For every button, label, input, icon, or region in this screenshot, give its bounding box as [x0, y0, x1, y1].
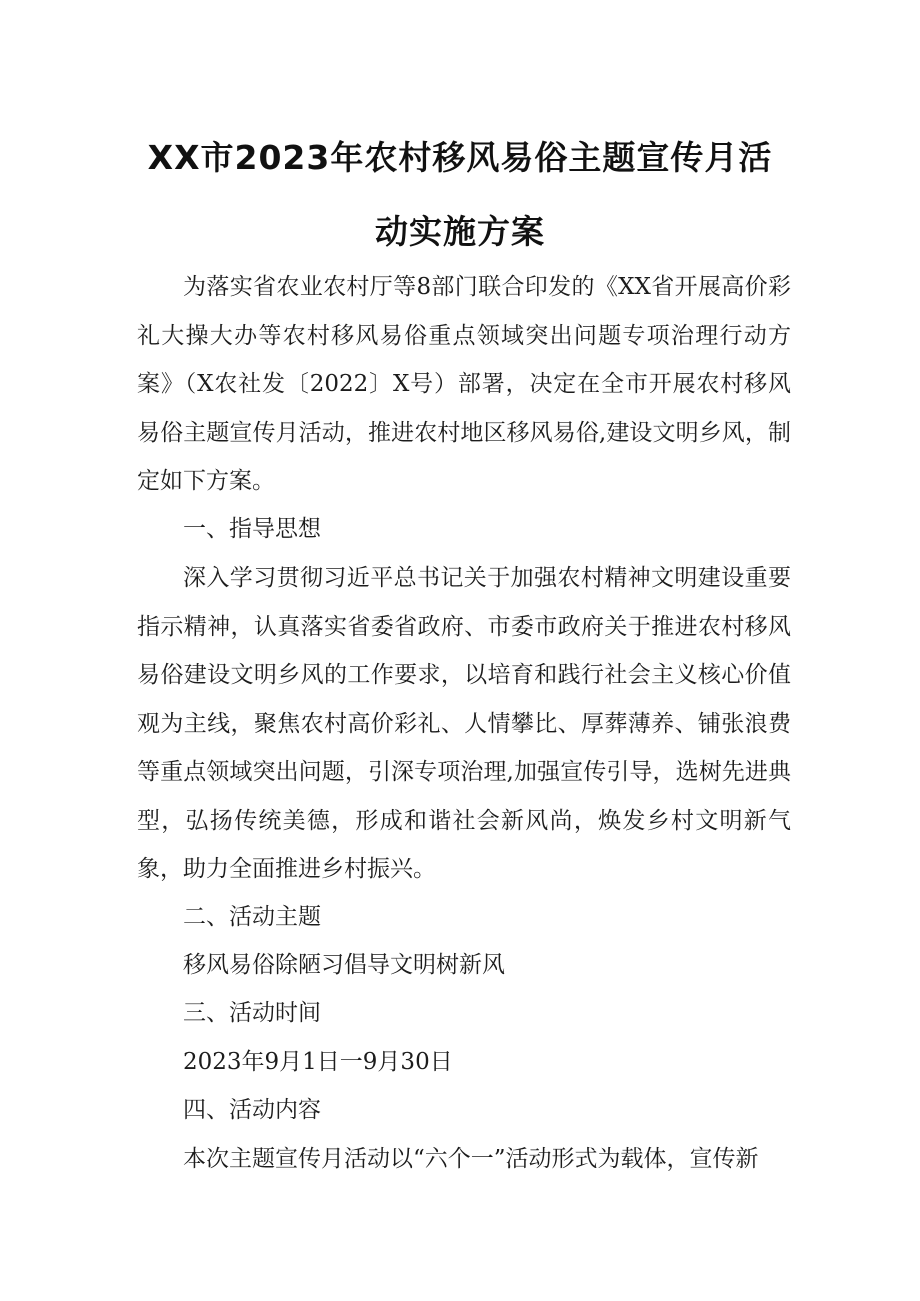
activity-time-text: 2023年9月1日一9月30日 — [183, 1049, 453, 1075]
section-heading-activity-content: 四、活动内容 — [183, 1097, 321, 1123]
section-heading-guiding-ideology: 一、指导思想 — [183, 516, 321, 542]
activity-theme-text: 移风易俗除陋习倡导文明树新风 — [183, 952, 505, 978]
guiding-ideology-paragraph: 深入学习贯彻习近平总书记关于加强农村精神文明建设重要指示精神，认真落实省委省政府、市委市政府关于推进农村移风易俗建设文明乡风的工作要求，以培育和践行社会主义核心价值观为主线，聚焦农村高价彩礼、人情攀比、厚葬薄养、铺张浪费等重点领域突出问题，引深专项治理,加强宣传引导，选树先进典型，弘扬传统美德，形成和谐社会新风尚，焕发乡村文明新气象，助力全面推进乡村振兴。 — [137, 565, 791, 882]
section-heading-activity-theme: 二、活动主题 — [183, 904, 321, 930]
document-title-line-2: 动实施方案 — [375, 212, 545, 251]
document-title-line-1: XX市2023年农村移风易俗主题宣传月活 — [147, 138, 773, 177]
section-heading-activity-time: 三、活动时间 — [183, 1000, 321, 1026]
intro-paragraph: 为落实省农业农村厅等8部门联合印发的《XX省开展高价彩礼大操大办等农村移风易俗重点领域突出问题专项治理行动方案》（X农社发〔2022〕X号）部署，决定在全市开展农村移风易俗主题宣传月活动，推进农村地区移风易俗,建设文明乡风，制定如下方案。 — [137, 274, 791, 494]
activity-content-paragraph: 本次主题宣传月活动以“六个一”活动形式为载体，宣传新 — [183, 1146, 759, 1172]
